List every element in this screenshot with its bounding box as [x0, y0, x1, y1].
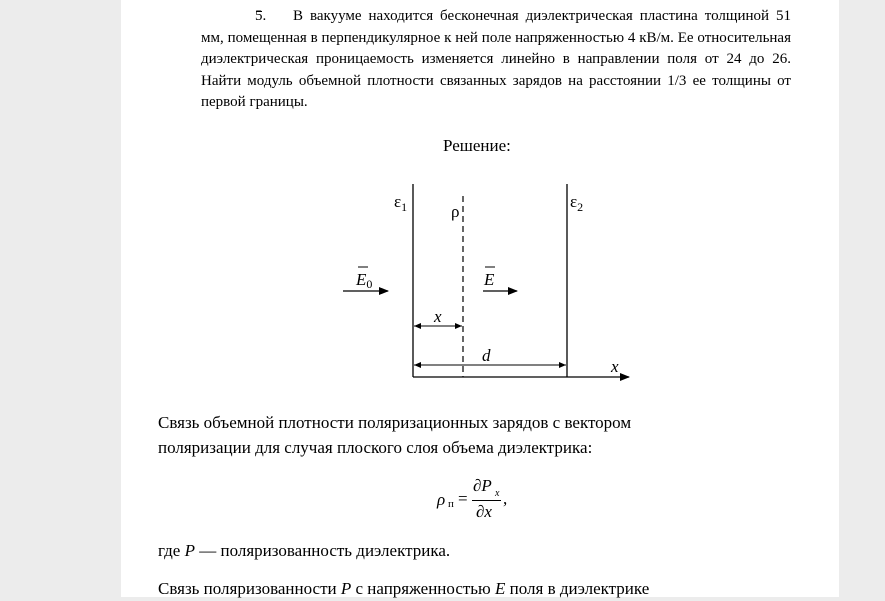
paragraph-relation-line2: поляризации для случая плоского слоя объема диэлектрика:: [158, 438, 593, 457]
formula-numerator: ∂P: [473, 476, 492, 495]
solution-heading: Решение:: [443, 136, 511, 155]
x-small-label: x: [434, 307, 442, 326]
eps1-label: $\varepsilon_1$: [394, 192, 408, 214]
rho-label: ρ: [451, 202, 460, 221]
formula-rho: ρ: [437, 490, 446, 509]
problem-text: В вакууме находится бесконечная диэлектрическая пластина толщиной 51 мм, помещенная в перпендикулярное к ней поле напряженностью 4 кВ/м. Ее относительная диэлектрическая проницаемость изменяется линейно в направлении поля от 24 до 26. Найти модуль объемной плотности связанных зарядов на расстоянии 1/3 ее толщины от первой границы.: [201, 8, 791, 110]
formula-numerator-sub: x: [495, 488, 500, 499]
paragraph-relation-line1: Связь объемной плотности поляризационных зарядов с вектором: [158, 413, 632, 432]
e0-label: E0: [356, 270, 373, 291]
d-label: d: [482, 346, 491, 365]
document-page: [121, 0, 839, 597]
e-label: E: [484, 270, 495, 289]
formula-rho-sub: п: [448, 498, 454, 510]
paragraph-relation: [158, 410, 631, 460]
formula-denominator: ∂x: [476, 502, 492, 521]
eps2-label: $\varepsilon_2$: [570, 192, 584, 214]
formula-comma: ,: [503, 489, 508, 508]
paragraph-where: где P — поляризованность диэлектрика.: [158, 541, 451, 560]
paragraph-polarization: Связь поляризованности P с напряженностью E поля в диэлектрике: [158, 579, 650, 598]
formula-rho-derivative: [437, 474, 547, 524]
fraction-bar: [472, 500, 501, 501]
problem-number: 5.: [255, 8, 267, 24]
x-axis-label: x: [611, 357, 619, 376]
formula-equals: =: [458, 489, 468, 508]
